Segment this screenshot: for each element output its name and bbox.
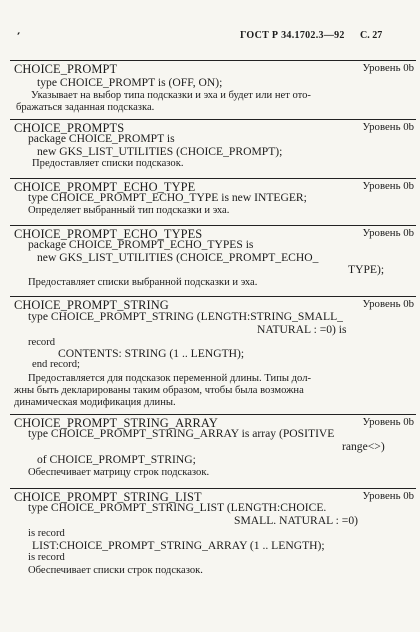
entry-title: CHOICE_PROMPT_STRING_ARRAY — [14, 416, 218, 430]
entry-divider — [10, 225, 416, 226]
description-line: Указывает на выбор типа подсказки и эха и будет или нет ото- — [31, 90, 311, 101]
entry-title: CHOICE_PROMPT_STRING — [14, 298, 169, 312]
level-label: Уровень 0b — [362, 121, 414, 133]
entry-choice-prompt-string-list — [10, 488, 416, 578]
level-label: Уровень 0b — [362, 180, 414, 192]
code-line: type CHOICE_PROMPT_ECHO_TYPE is new INTEGER; — [28, 191, 307, 204]
code-line: record — [28, 337, 56, 348]
description-line: жны быть декларированы таким образом, чтобы была возможна — [14, 385, 304, 396]
code-line: TYPE); — [348, 263, 385, 276]
entry-divider — [10, 119, 416, 120]
entry-choice-prompts — [10, 119, 416, 175]
entry-divider — [10, 488, 416, 489]
entry-title: CHOICE_PROMPT_STRING_LIST — [14, 490, 202, 504]
entry-divider — [10, 296, 416, 297]
code-line: is record — [28, 552, 65, 563]
code-line: is record — [28, 528, 65, 539]
code-line: new GKS_LIST_UTILITIES (CHOICE_PROMPT); — [37, 145, 283, 158]
entry-divider — [10, 60, 416, 61]
description-line: Определяет выбранный тип подсказки и эха. — [28, 205, 230, 216]
description-line: Предоставляется для подсказок переменной длины. Типы дол- — [28, 373, 312, 384]
level-label: Уровень 0b — [362, 298, 414, 310]
code-line: CONTENTS: STRING (1 .. LENGTH); — [58, 347, 245, 360]
corner-mark: ΄ — [16, 30, 21, 45]
entry-divider — [10, 414, 416, 415]
code-line: package CHOICE_PROMPT is — [28, 132, 175, 145]
entry-title: CHOICE_PROMPT_ECHO_TYPES — [14, 227, 203, 241]
entry-title: CHOICE_PROMPTS — [14, 121, 125, 135]
description-line: Предоставляет списки подсказок. — [32, 158, 184, 169]
level-label: Уровень 0b — [362, 227, 414, 239]
level-label: Уровень 0b — [362, 416, 414, 428]
entry-choice-prompt-echo-type — [10, 178, 416, 224]
code-line: type CHOICE_PROMPT_STRING_LIST (LENGTH:CHOICE. — [28, 501, 327, 514]
code-line: NATURAL : =0) is — [257, 323, 347, 336]
code-line: SMALL. NATURAL : =0) — [234, 514, 358, 527]
description-line: бражаться заданная подсказка. — [16, 102, 155, 113]
page-header — [0, 30, 420, 46]
description-line: динамическая модификация длины. — [14, 397, 176, 408]
code-line: type CHOICE_PROMPT_STRING_ARRAY is array (POSITIVE — [28, 427, 335, 440]
entry-choice-prompt — [10, 60, 416, 114]
level-label: Уровень 0b — [362, 490, 414, 502]
code-line: of CHOICE_PROMPT_STRING; — [37, 453, 196, 466]
description-line: Обеспечивает списки строк подсказок. — [28, 565, 203, 576]
entry-choice-prompt-string-array — [10, 414, 416, 484]
entry-title: CHOICE_PROMPT — [14, 62, 118, 76]
code-line: type CHOICE_PROMPT_STRING (LENGTH:STRING_SMALL_ — [28, 310, 343, 323]
entry-choice-prompt-echo-types — [10, 225, 416, 291]
entry-choice-prompt-string — [10, 296, 416, 408]
code-line: new GKS_LIST_UTILITIES (CHOICE_PROMPT_ECHO_ — [37, 251, 319, 264]
entry-title: CHOICE_PROMPT_ECHO_TYPE — [14, 180, 196, 194]
code-line: LIST:CHOICE_PROMPT_STRING_ARRAY (1 .. LENGTH); — [32, 539, 325, 552]
code-line: package CHOICE_PROMPT_ECHO_TYPES is — [28, 238, 254, 251]
code-line: type CHOICE_PROMPT is (OFF, ON); — [37, 76, 223, 89]
description-line: Предоставляет списки выбранной подсказки и эха. — [28, 277, 258, 288]
description-line: Обеспечивает матрицу строк подсказок. — [28, 467, 210, 478]
entry-divider — [10, 178, 416, 179]
code-line: end record; — [32, 359, 80, 370]
code-line: range<>) — [342, 440, 385, 453]
level-label: Уровень 0b — [362, 62, 414, 74]
standard-number: ГОСТ Р 34.1702.3—92 — [240, 30, 345, 41]
page-number: С. 27 — [360, 30, 383, 41]
